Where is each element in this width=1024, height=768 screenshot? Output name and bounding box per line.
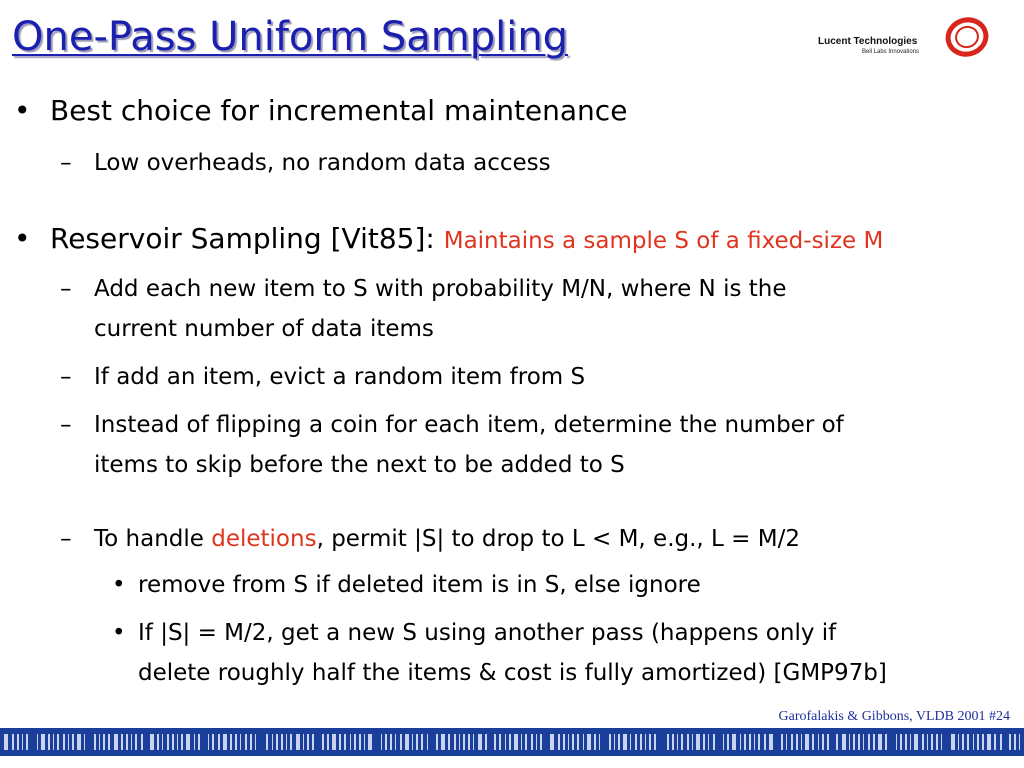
barcode-stripe	[863, 734, 864, 750]
bullet-text: Best choice for incremental maintenance	[50, 94, 628, 127]
barcode-stripe	[385, 734, 387, 750]
barcode-stripe	[26, 734, 28, 750]
slide-title: One-Pass Uniform Sampling	[12, 14, 569, 60]
barcode-stripe	[749, 734, 751, 750]
decorative-barcode-band	[0, 728, 1024, 756]
sub-bullet-marker: –	[60, 412, 72, 438]
barcode-stripe	[540, 734, 542, 750]
barcode-stripe	[1014, 734, 1016, 750]
barcode-stripe	[796, 734, 798, 750]
barcode-stripe	[230, 734, 232, 750]
company-logo	[818, 16, 996, 60]
barcode-stripe	[973, 734, 974, 750]
barcode-stripe	[41, 734, 45, 750]
barcode-stripe	[255, 734, 256, 750]
logo-name: Lucent Technologies	[818, 36, 918, 47]
barcode-stripe	[405, 734, 409, 750]
barcode-stripe	[181, 734, 183, 750]
barcode-stripe	[281, 734, 283, 750]
barcode-stripe	[135, 734, 137, 750]
barcode-stripe	[494, 734, 496, 750]
barcode-stripe	[853, 734, 855, 750]
barcode-stripe	[376, 734, 378, 750]
barcode-stripe	[448, 734, 450, 750]
barcode-stripe	[827, 734, 829, 750]
barcode-stripe	[640, 734, 642, 750]
barcode-stripe	[525, 734, 527, 750]
barcode-stripe	[873, 734, 875, 750]
barcode-stripe	[609, 734, 611, 750]
barcode-stripe	[114, 734, 118, 750]
sub-sub-bullet-marker: •	[112, 572, 126, 598]
barcode-stripe	[687, 734, 689, 750]
barcode-stripe	[849, 734, 850, 750]
barcode-stripe	[473, 734, 474, 750]
barcode-stripe	[395, 734, 396, 750]
barcode-stripe	[692, 734, 693, 750]
barcode-stripe	[905, 734, 907, 750]
barcode-stripe	[240, 734, 241, 750]
barcode-stripe	[509, 734, 511, 750]
barcode-stripe	[635, 734, 637, 750]
barcode-stripe	[594, 734, 596, 750]
barcode-stripe	[146, 734, 147, 750]
barcode-pattern	[0, 728, 1024, 756]
barcode-stripe	[68, 734, 69, 750]
barcode-stripe	[545, 734, 547, 750]
barcode-stripe	[468, 734, 470, 750]
barcode-stripe	[805, 734, 809, 750]
barcode-stripe	[842, 734, 846, 750]
barcode-stripe	[718, 734, 720, 750]
barcode-stripe	[286, 734, 287, 750]
barcode-stripe	[150, 734, 154, 750]
barcode-stripe	[94, 734, 96, 750]
barcode-stripe	[967, 734, 969, 750]
barcode-stripe	[400, 734, 402, 750]
barcode-stripe	[223, 734, 227, 750]
barcode-stripe	[459, 734, 460, 750]
barcode-stripe	[677, 734, 678, 750]
barcode-stripe	[764, 734, 766, 750]
barcode-stripe	[218, 734, 220, 750]
barcode-stripe	[987, 734, 991, 750]
barcode-stripe	[982, 734, 984, 750]
barcode-stripe	[914, 734, 918, 750]
barcode-stripe	[412, 734, 413, 750]
barcode-stripe	[936, 734, 938, 750]
barcode-stripe	[885, 734, 887, 750]
sub-sub-bullet-text: remove from S if deleted item is in S, else ignore	[138, 572, 701, 598]
barcode-stripe	[499, 734, 501, 750]
barcode-stripe	[832, 734, 833, 750]
barcode-stripe	[514, 734, 518, 750]
barcode-stripe	[89, 734, 91, 750]
barcode-stripe	[958, 734, 959, 750]
barcode-stripe	[317, 734, 318, 750]
barcode-stripe	[339, 734, 341, 750]
barcode-stripe	[618, 734, 620, 750]
sub-bullet-marker: –	[60, 364, 72, 390]
barcode-stripe	[563, 734, 565, 750]
sub-bullet-text: , permit |S| to drop to L < M, e.g., L = M/2	[316, 526, 800, 552]
barcode-stripe	[744, 734, 746, 750]
barcode-stripe	[681, 734, 683, 750]
barcode-stripe	[421, 734, 423, 750]
sub-bullet-text: To handle	[94, 526, 212, 552]
barcode-stripe	[941, 734, 942, 750]
barcode-stripe	[727, 734, 729, 750]
barcode-stripe	[157, 734, 159, 750]
sub-sub-bullet-marker: •	[112, 620, 126, 646]
barcode-stripe	[454, 734, 456, 750]
barcode-stripe	[599, 734, 600, 750]
barcode-stripe	[235, 734, 237, 750]
barcode-stripe	[84, 734, 85, 750]
barcode-stripe	[490, 734, 491, 750]
barcode-stripe	[672, 734, 674, 750]
barcode-stripe	[48, 734, 50, 750]
barcode-stripe	[740, 734, 741, 750]
bullet-marker: •	[14, 222, 31, 255]
barcode-stripe	[603, 734, 605, 750]
barcode-stripe	[303, 734, 304, 750]
barcode-stripe	[77, 734, 81, 750]
barcode-stripe	[791, 734, 793, 750]
barcode-stripe	[186, 734, 190, 750]
barcode-stripe	[4, 734, 8, 750]
barcode-stripe	[896, 734, 897, 750]
bullet-line	[50, 222, 883, 255]
barcode-stripe	[878, 734, 882, 750]
barcode-stripe	[126, 734, 128, 750]
sub-bullet-text: Instead of flipping a coin for each item, determine the number of	[94, 412, 844, 438]
barcode-stripe	[801, 734, 802, 750]
barcode-stripe	[162, 734, 163, 750]
barcode-stripe	[359, 734, 361, 750]
barcode-stripe	[858, 734, 860, 750]
barcode-stripe	[1019, 734, 1020, 750]
barcode-stripe	[649, 734, 651, 750]
barcode-stripe	[868, 734, 870, 750]
barcode-stripe	[910, 734, 911, 750]
slide-footer: Garofalakis & Gibbons, VLDB 2001 #24	[778, 709, 1010, 724]
barcode-stripe	[327, 734, 329, 750]
barcode-stripe	[922, 734, 924, 750]
barcode-stripe	[290, 734, 292, 750]
barcode-stripe	[754, 734, 755, 750]
barcode-stripe	[431, 734, 433, 750]
barcode-stripe	[667, 734, 669, 750]
barcode-stripe	[436, 734, 438, 750]
barcode-stripe	[172, 734, 174, 750]
logo-tagline: Bell Labs Innovations	[862, 49, 920, 55]
barcode-stripe	[614, 734, 615, 750]
barcode-stripe	[441, 734, 445, 750]
highlight-text: deletions	[211, 526, 317, 552]
barcode-stripe	[1000, 734, 1002, 750]
bullet-text: Reservoir Sampling [Vit85]:	[50, 222, 444, 255]
barcode-stripe	[630, 734, 631, 750]
barcode-stripe	[946, 734, 948, 750]
barcode-stripe	[381, 734, 382, 750]
barcode-stripe	[485, 734, 487, 750]
barcode-stripe	[536, 734, 537, 750]
bullet-marker: •	[14, 94, 31, 127]
barcode-stripe	[131, 734, 132, 750]
barcode-stripe	[427, 734, 428, 750]
barcode-stripe	[818, 734, 819, 750]
barcode-stripe	[57, 734, 59, 750]
barcode-stripe	[141, 734, 143, 750]
sub-bullet-marker: –	[60, 150, 72, 176]
barcode-stripe	[521, 734, 522, 750]
barcode-stripe	[977, 734, 979, 750]
barcode-stripe	[708, 734, 709, 750]
barcode-stripe	[723, 734, 724, 750]
barcode-stripe	[478, 734, 482, 750]
barcode-stripe	[99, 734, 100, 750]
barcode-stripe	[416, 734, 418, 750]
barcode-stripe	[1005, 734, 1006, 750]
sub-bullet-continuation: items to skip before the next to be added to S	[94, 452, 625, 478]
barcode-stripe	[53, 734, 54, 750]
barcode-stripe	[1009, 734, 1011, 750]
barcode-stripe	[177, 734, 178, 750]
barcode-stripe	[276, 734, 278, 750]
barcode-stripe	[713, 734, 715, 750]
barcode-stripe	[623, 734, 627, 750]
barcode-stripe	[121, 734, 123, 750]
barcode-stripe	[505, 734, 506, 750]
barcode-stripe	[167, 734, 169, 750]
barcode-stripe	[463, 734, 465, 750]
barcode-stripe	[22, 734, 23, 750]
barcode-stripe	[344, 734, 346, 750]
barcode-stripe	[931, 734, 933, 750]
sub-sub-bullet-text: If |S| = M/2, get a new S using another pass (happens only if	[138, 620, 837, 646]
barcode-stripe	[390, 734, 392, 750]
barcode-stripe	[776, 734, 778, 750]
barcode-stripe	[354, 734, 356, 750]
barcode-stripe	[654, 734, 656, 750]
sub-bullet-text: If add an item, evict a random item from S	[94, 364, 586, 390]
sub-bullet-line	[94, 526, 800, 552]
barcode-stripe	[900, 734, 902, 750]
barcode-stripe	[259, 734, 263, 750]
barcode-stripe	[577, 734, 579, 750]
barcode-stripe	[63, 734, 65, 750]
barcode-stripe	[194, 734, 195, 750]
barcode-stripe	[17, 734, 19, 750]
sub-bullet-marker: –	[60, 276, 72, 302]
barcode-stripe	[822, 734, 824, 750]
barcode-stripe	[31, 734, 33, 750]
barcode-stripe	[994, 734, 996, 750]
barcode-stripe	[322, 734, 324, 750]
barcode-stripe	[962, 734, 964, 750]
barcode-stripe	[37, 734, 38, 750]
barcode-stripe	[103, 734, 105, 750]
barcode-stripe	[531, 734, 533, 750]
barcode-stripe	[812, 734, 814, 750]
barcode-stripe	[332, 734, 336, 750]
lucent-ring-icon	[944, 16, 990, 58]
barcode-stripe	[587, 734, 591, 750]
barcode-stripe	[350, 734, 351, 750]
barcode-stripe	[245, 734, 247, 750]
barcode-stripe	[364, 734, 365, 750]
barcode-stripe	[572, 734, 574, 750]
barcode-stripe	[203, 734, 205, 750]
barcode-stripe	[307, 734, 309, 750]
barcode-stripe	[198, 734, 200, 750]
barcode-stripe	[927, 734, 928, 750]
barcode-stripe	[758, 734, 760, 750]
sub-bullet-continuation: current number of data items	[94, 316, 434, 342]
barcode-stripe	[250, 734, 252, 750]
barcode-stripe	[786, 734, 787, 750]
barcode-stripe	[108, 734, 110, 750]
barcode-stripe	[732, 734, 736, 750]
barcode-stripe	[660, 734, 664, 750]
barcode-stripe	[951, 734, 955, 750]
barcode-stripe	[208, 734, 209, 750]
barcode-stripe	[72, 734, 74, 750]
barcode-stripe	[212, 734, 214, 750]
barcode-stripe	[781, 734, 783, 750]
barcode-stripe	[696, 734, 700, 750]
sub-bullet-text: Low overheads, no random data access	[94, 150, 551, 176]
barcode-stripe	[296, 734, 300, 750]
barcode-stripe	[558, 734, 560, 750]
barcode-stripe	[550, 734, 554, 750]
barcode-stripe	[769, 734, 773, 750]
sub-bullet-marker: –	[60, 526, 72, 552]
barcode-stripe	[272, 734, 273, 750]
barcode-stripe	[703, 734, 705, 750]
barcode-stripe	[266, 734, 268, 750]
sub-sub-bullet-continuation: delete roughly half the items & cost is fully amortized) [GMP97b]	[138, 660, 887, 686]
highlight-text: Maintains a sample S of a fixed-size M	[443, 228, 884, 254]
barcode-stripe	[12, 734, 14, 750]
sub-bullet-text: Add each new item to S with probability M/N, where N is the	[94, 276, 787, 302]
barcode-stripe	[583, 734, 584, 750]
barcode-stripe	[368, 734, 372, 750]
barcode-stripe	[645, 734, 646, 750]
barcode-stripe	[836, 734, 838, 750]
barcode-stripe	[568, 734, 569, 750]
barcode-stripe	[312, 734, 314, 750]
barcode-stripe	[890, 734, 892, 750]
